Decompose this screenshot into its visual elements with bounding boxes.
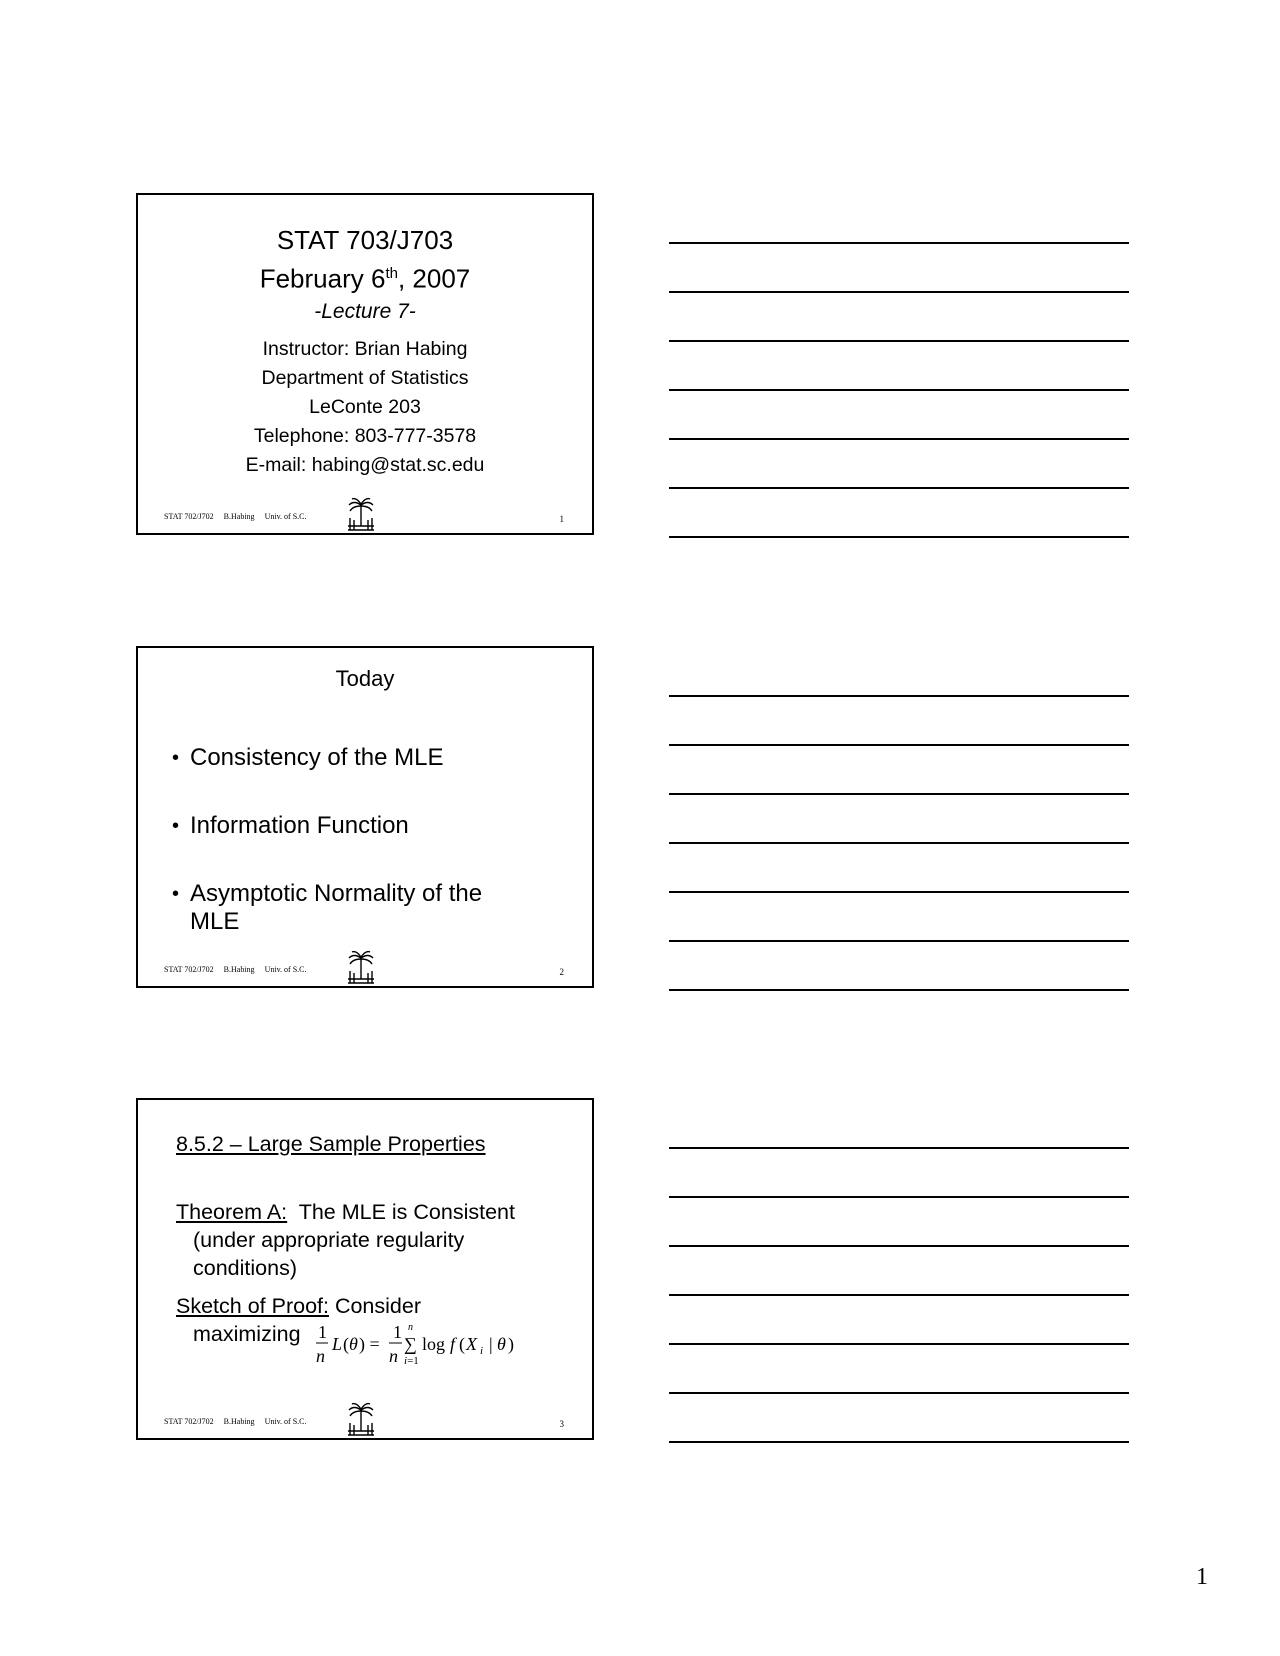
note-line [669, 242, 1129, 244]
note-line [669, 1294, 1129, 1296]
svg-text:X: X [466, 1334, 477, 1354]
note-line [669, 989, 1129, 991]
email: E-mail: habing@stat.sc.edu [245, 454, 485, 476]
svg-text:L: L [332, 1334, 343, 1354]
svg-text:(: ( [459, 1334, 465, 1354]
note-line [669, 793, 1129, 795]
svg-text:n: n [408, 1322, 413, 1333]
svg-text:(: ( [343, 1334, 349, 1354]
palmetto-logo-icon [346, 949, 376, 985]
likelihood-equation [316, 1322, 530, 1374]
svg-text:f: f [450, 1334, 456, 1354]
sketch-of-proof: Sketch of Proof: Consider [176, 1294, 421, 1318]
svg-text:∑: ∑ [404, 1334, 417, 1354]
svg-text:θ: θ [349, 1334, 358, 1354]
note-line [669, 1441, 1129, 1443]
note-line [669, 744, 1129, 746]
slide-1 [136, 193, 594, 535]
svg-text:n: n [389, 1346, 398, 1366]
slide-1-title [138, 223, 592, 328]
note-line [669, 1343, 1129, 1345]
instructor: Instructor: Brian Habing [262, 338, 468, 360]
note-line [669, 438, 1129, 440]
note-line [669, 1245, 1129, 1247]
slide-footer: STAT 702/J702 B.Habing Univ. of S.C. [164, 512, 307, 521]
palmetto-logo-icon [346, 1401, 376, 1437]
note-line [669, 940, 1129, 942]
department: Department of Statistics [261, 367, 469, 389]
svg-text:n: n [316, 1346, 325, 1366]
svg-text:θ: θ [497, 1334, 506, 1354]
note-line [669, 487, 1129, 489]
telephone: Telephone: 803-777-3578 [253, 425, 477, 447]
note-line [669, 340, 1129, 342]
note-line [669, 842, 1129, 844]
svg-text:i: i [480, 1345, 484, 1357]
topic-list [172, 744, 530, 976]
theorem-continued: (under appropriate regularity [193, 1228, 465, 1252]
note-line [669, 1392, 1129, 1394]
list-item: • Consistency of the MLE [172, 744, 530, 772]
slide-2-title: Today [335, 666, 395, 691]
theorem: Theorem A: The MLE is Consistent [176, 1200, 515, 1224]
slide-footer: STAT 702/J702 B.Habing Univ. of S.C. [164, 965, 307, 974]
page-number: 1 [1196, 1564, 1208, 1590]
note-line [669, 291, 1129, 293]
svg-text:i=1: i=1 [404, 1355, 419, 1367]
svg-text:1: 1 [393, 1322, 402, 1342]
svg-text:): ) [508, 1334, 514, 1354]
sketch-continued: maximizing [193, 1322, 301, 1346]
slide-number: 1 [559, 514, 564, 524]
course-title: STAT 703/J703 [276, 225, 454, 255]
lecture-date: February 6th, 2007 [259, 263, 471, 294]
note-line [669, 536, 1129, 538]
lecture-number: -Lecture 7- [314, 299, 416, 323]
note-line [669, 1196, 1129, 1198]
office: LeConte 203 [309, 396, 421, 418]
instructor-info [138, 335, 592, 480]
note-line [669, 695, 1129, 697]
slide-2 [136, 646, 594, 988]
slide-footer: STAT 702/J702 B.Habing Univ. of S.C. [164, 1417, 307, 1426]
svg-text:log: log [422, 1334, 446, 1354]
svg-text:|: | [489, 1334, 493, 1354]
section-heading: 8.5.2 – Large Sample Properties [176, 1132, 486, 1156]
note-line [669, 1147, 1129, 1149]
palmetto-logo-icon [346, 496, 376, 532]
slide-number: 3 [559, 1419, 564, 1429]
list-item: • Information Function [172, 812, 530, 840]
svg-text:1: 1 [318, 1322, 327, 1342]
slide-3 [136, 1098, 594, 1440]
theorem-continued: conditions) [193, 1256, 297, 1280]
list-item: • Asymptotic Normality of the MLE [172, 880, 530, 936]
svg-text:) =: ) = [359, 1334, 380, 1354]
note-line [669, 891, 1129, 893]
note-line [669, 389, 1129, 391]
slide-number: 2 [559, 967, 564, 977]
